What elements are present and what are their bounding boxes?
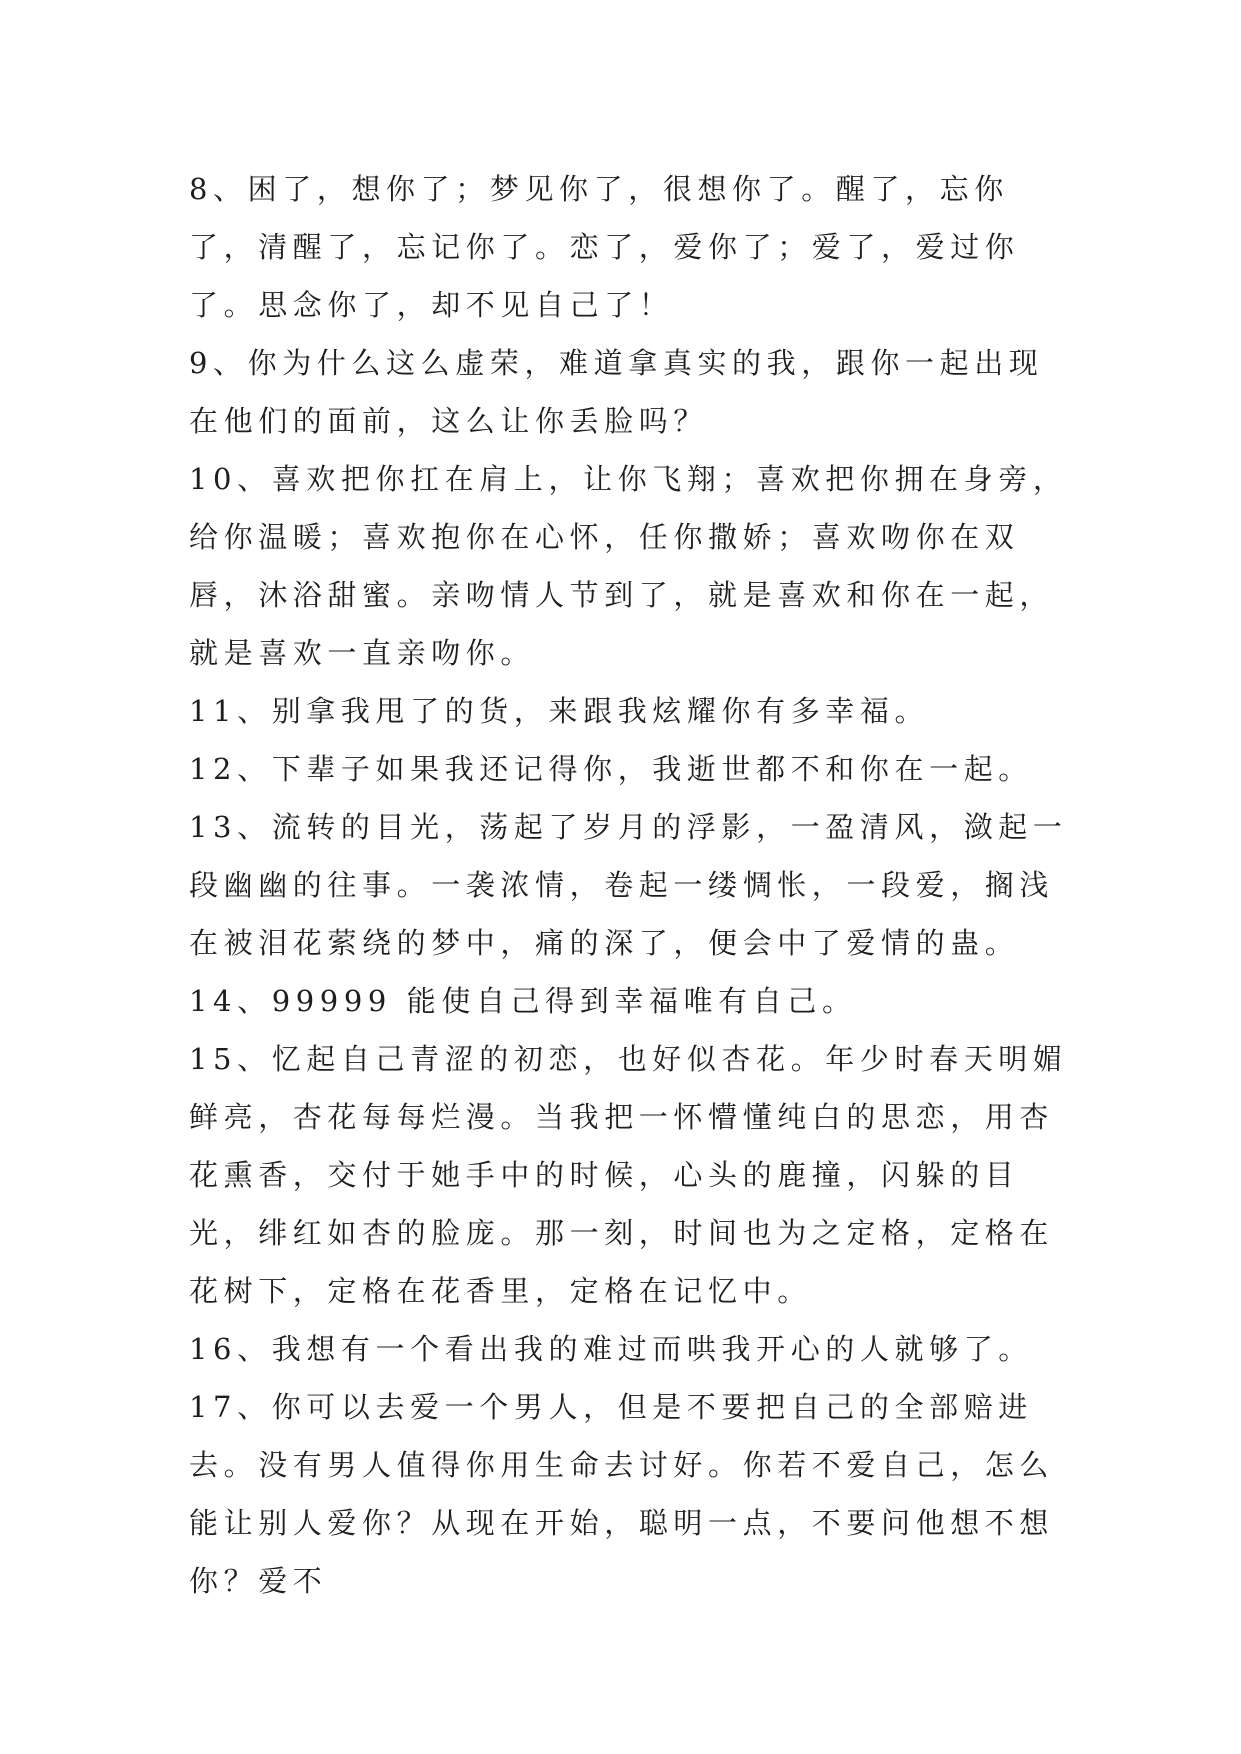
paragraph-11: 11、别拿我甩了的货，来跟我炫耀你有多幸福。 [189, 694, 930, 728]
paragraph-13: 13、流转的目光，荡起了岁月的浮影，一盈清风，潋起一段幽幽的往事。一袭浓情，卷起一缕惆怅，一段爱，搁浅在被泪花萦绕的梦中，痛的深了，便会中了爱情的蛊。 [189, 810, 1068, 960]
paragraph-16: 16、我想有一个看出我的难过而哄我开心的人就够了。 [189, 1332, 1033, 1366]
paragraph-12: 12、下辈子如果我还记得你，我逝世都不和你在一起。 [189, 752, 1033, 786]
paragraph-14: 14、99999 能使自己得到幸福唯有自己。 [189, 984, 857, 1018]
paragraph-9: 9、你为什么这么虚荣，难道拿真实的我，跟你一起出现在他们的面前，这么让你丢脸吗？ [189, 346, 1044, 438]
document-body [189, 160, 1069, 1610]
paragraph-8: 8、困了，想你了；梦见你了，很想你了。醒了，忘你了，清醒了，忘记你了。恋了，爱你了；爱了，爱过你了。思念你了，却不见自己了！ [189, 172, 1020, 322]
paragraph-17: 17、你可以去爱一个男人，但是不要把自己的全部赔进去。没有男人值得你用生命去讨好。你若不爱自己，怎么能让别人爱你？从现在开始，聪明一点，不要问他想不想你？爱不 [189, 1390, 1055, 1598]
paragraph-10: 10、喜欢把你扛在肩上，让你飞翔；喜欢把你拥在身旁，给你温暖；喜欢抱你在心怀，任你撒娇；喜欢吻你在双唇，沐浴甜蜜。亲吻情人节到了，就是喜欢和你在一起，就是喜欢一直亲吻你。 [189, 462, 1068, 670]
paragraph-15: 15、忆起自己青涩的初恋，也好似杏花。年少时春天明媚鲜亮，杏花每每烂漫。当我把一怀懵懂纯白的思恋，用杏花熏香，交付于她手中的时候，心头的鹿撞，闪躲的目光，绯红如杏的脸庞。那一刻，时间也为之定格，定格在花树下，定格在花香里，定格在记忆中。 [189, 1042, 1068, 1308]
